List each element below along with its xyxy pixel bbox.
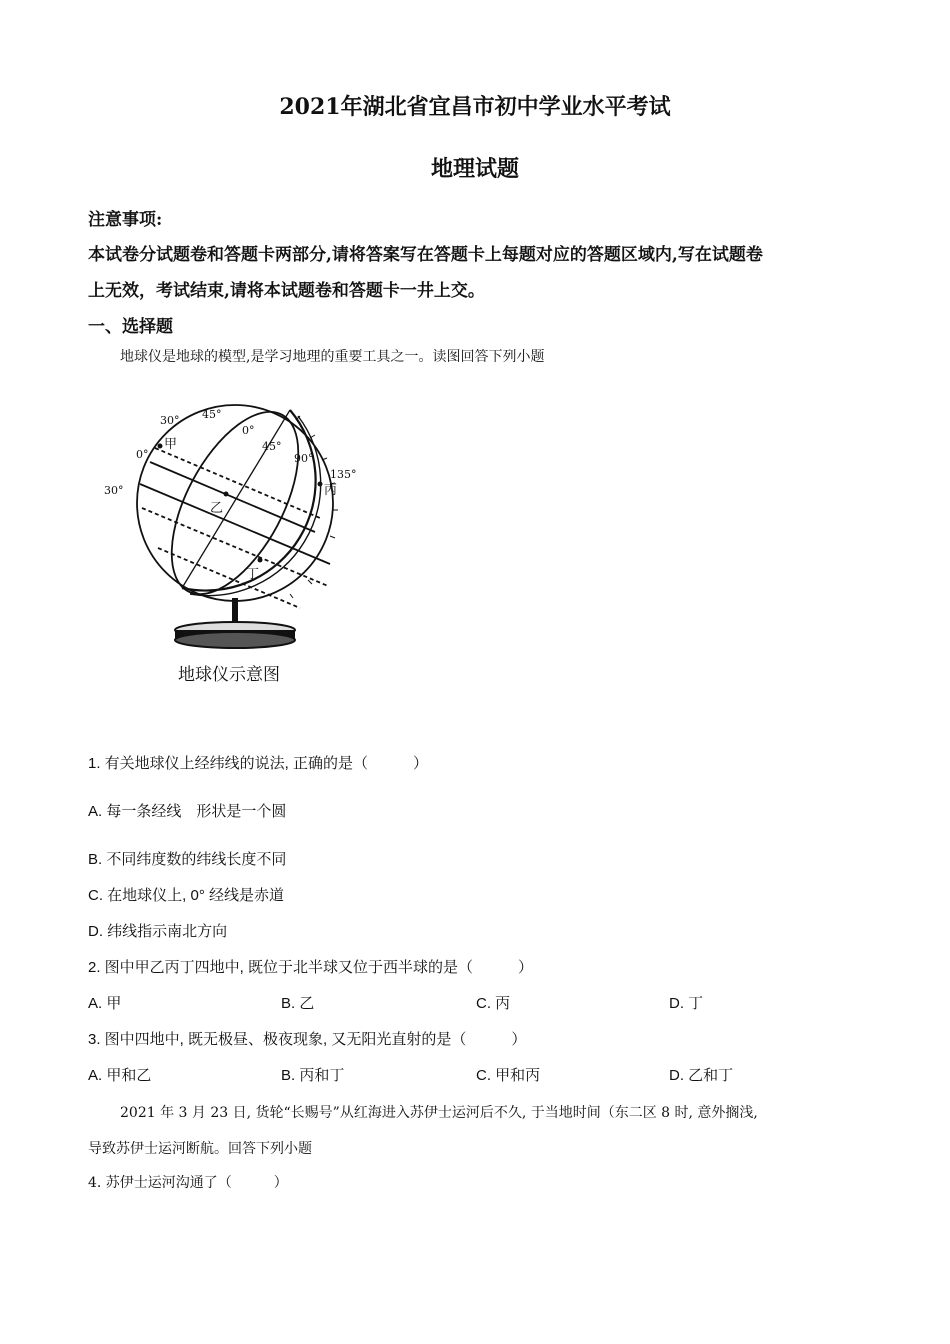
label-45-mid: 45°: [262, 440, 282, 453]
notice-line-2: 上无效，考试结束,请将本试题卷和答题卡一井上交。: [88, 281, 485, 301]
label-135: 135°: [330, 468, 357, 481]
q3-option-d: D. 乙和丁: [669, 1067, 734, 1084]
q1-stem: 1. 有关地球仪上经纬线的说法, 正确的是（ ）: [88, 755, 429, 772]
label-yi: 乙: [210, 501, 224, 516]
q1-option-c: C. 在地球仪上, 0° 经线是赤道: [88, 887, 285, 904]
q1-option-d: D. 纬线指示南北方向: [88, 923, 228, 940]
passage2-line-1: 2021 年 3 月 23 日, 货轮“长赐号”从红海进入苏伊士运河后不久, 于当地时间（东二区 8 时, 意外搁浅,: [120, 1105, 758, 1121]
q4-stem: 4. 苏伊士运河沟通了（ ）: [88, 1175, 288, 1191]
q3-option-c: C. 甲和丙: [476, 1067, 541, 1084]
q2-option-c: C. 丙: [476, 995, 511, 1012]
section-intro: 地球仪是地球的模型,是学习地理的重要工具之一。读图回答下列小题: [120, 349, 545, 365]
label-30-top: 30°: [160, 414, 180, 427]
q1-option-a: A. 每一条经线 形状是一个圆: [88, 803, 287, 820]
page-subtitle: 地理试题: [430, 156, 519, 182]
passage2-line-2: 导致苏伊士运河断航。回答下列小题: [88, 1141, 312, 1157]
label-jia: 甲: [164, 437, 178, 452]
figure-caption: 地球仪示意图: [178, 665, 280, 685]
q2-option-a: A. 甲: [88, 995, 122, 1012]
q3-option-a: A. 甲和乙: [88, 1067, 152, 1084]
q2-option-b: B. 乙: [281, 995, 315, 1012]
notice-heading: 注意事项:: [88, 210, 163, 230]
q2-stem: 2. 图中甲乙丙丁四地中, 既位于北半球又位于西半球的是（ ）: [88, 959, 534, 976]
label-ding: 丁: [246, 567, 260, 582]
label-45-top: 45°: [202, 408, 222, 421]
label-90: 90°: [294, 452, 314, 465]
notice-line-1: 本试卷分试题卷和答题卡两部分,请将答案写在答题卡上每题对应的答题区域内,写在试题卷: [88, 245, 763, 265]
page-title: 2021年湖北省宜昌市初中学业水平考试: [279, 94, 671, 120]
section-heading: 一、选择题: [88, 317, 173, 337]
q3-stem: 3. 图中四地中, 既无极昼、极夜现象, 又无阳光直射的是（ ）: [88, 1031, 527, 1048]
globe-illustration: [100, 398, 370, 698]
globe-figure: [100, 398, 370, 698]
q2-option-d: D. 丁: [669, 995, 704, 1012]
label-0-top: 0°: [242, 424, 255, 437]
label-30-left: 30°: [104, 484, 124, 497]
q1-option-b: B. 不同纬度数的纬线长度不同: [88, 851, 287, 868]
label-bing: 丙: [324, 483, 338, 498]
q3-option-b: B. 丙和丁: [281, 1067, 345, 1084]
label-0-left: 0°: [136, 448, 149, 461]
